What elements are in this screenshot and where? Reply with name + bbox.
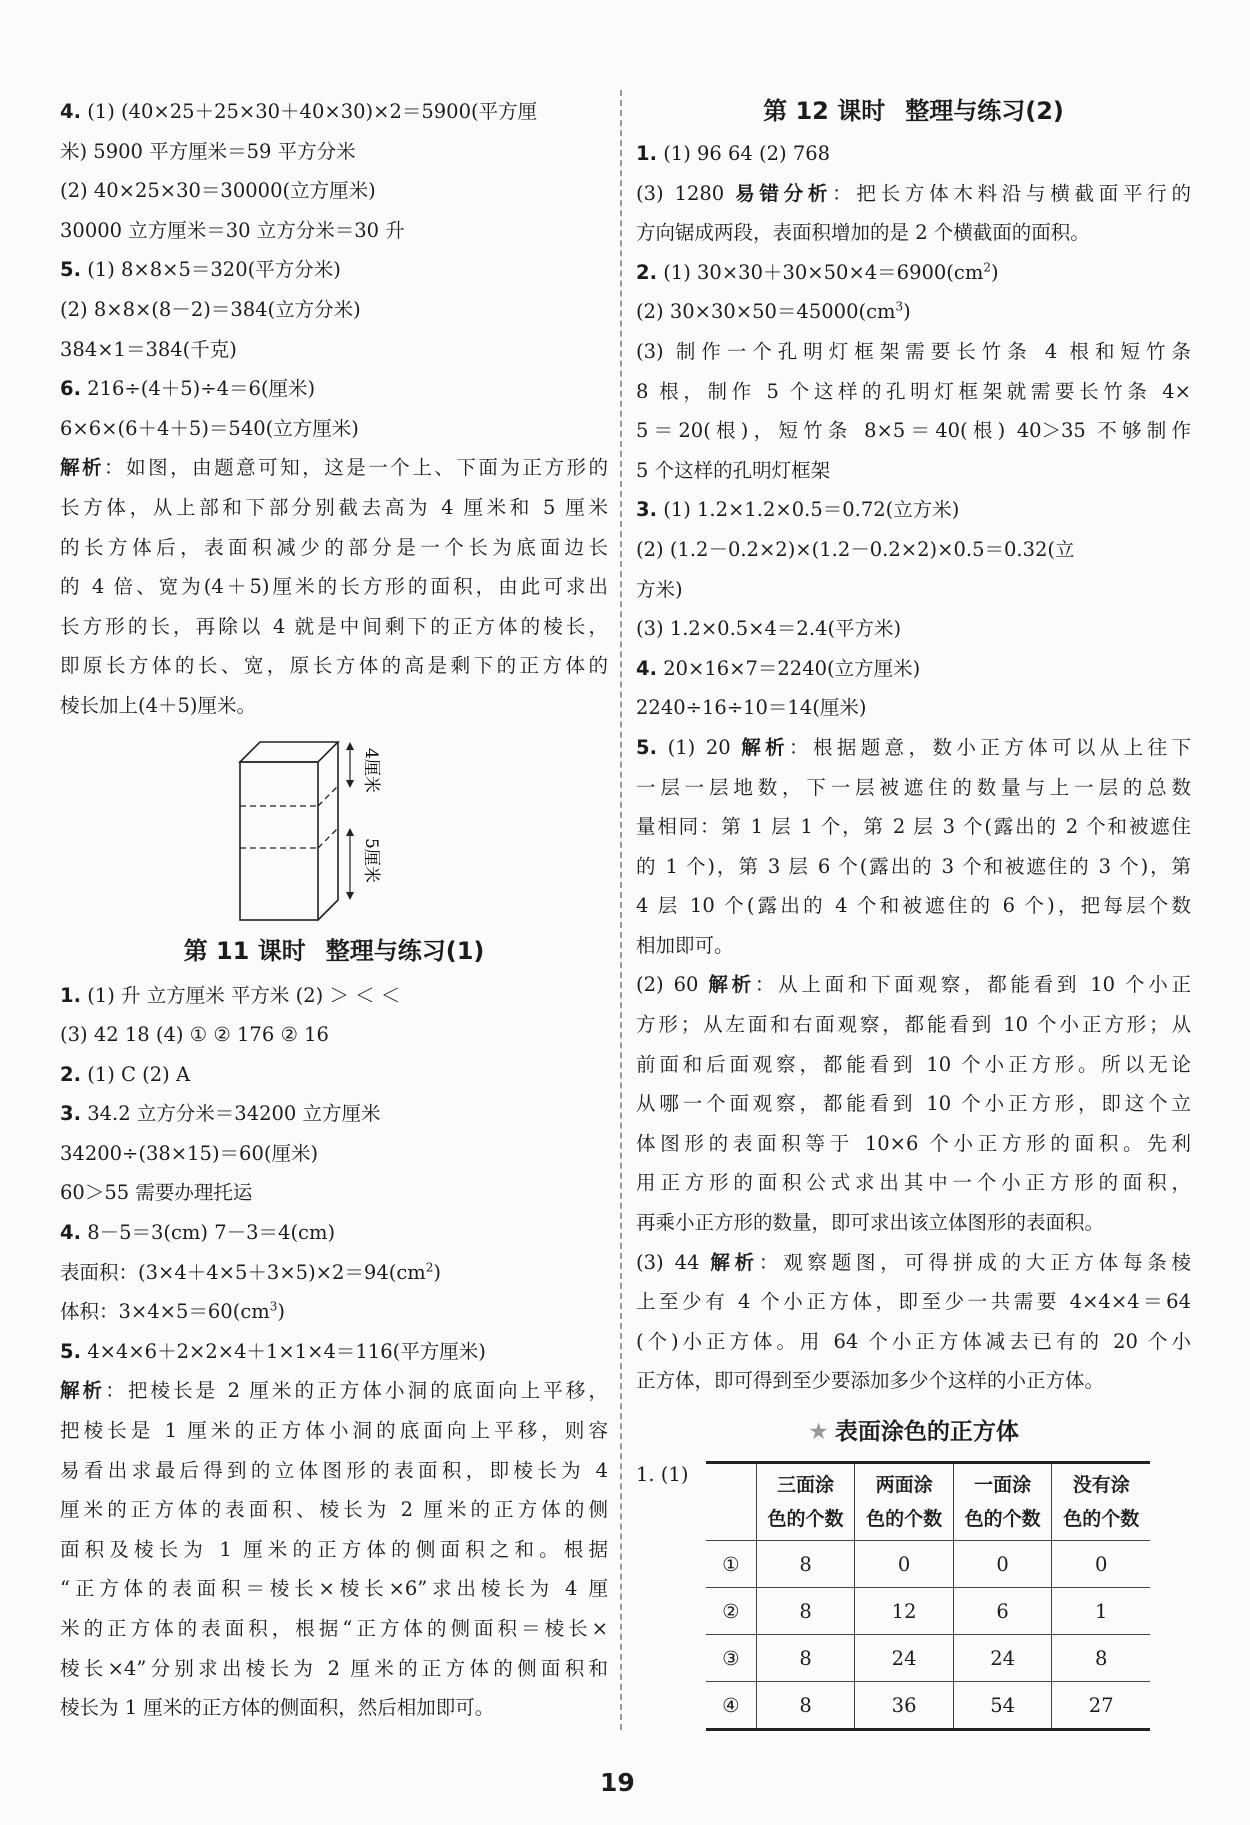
table-cell: ③ [706, 1635, 756, 1682]
text-line: 棱长×4”分别求出棱长为 2 厘米的正方体的侧面积和 [60, 1656, 608, 1680]
analysis-paragraph-2: 解析：把棱长是 2 厘米的正方体小洞的底面向上平移， [60, 1379, 608, 1403]
answer-r-q5a-lines [636, 768, 1191, 966]
table-cell: 24 [855, 1635, 954, 1682]
text-line: 方米) [636, 577, 683, 601]
bottom-dimension-label: 5厘米 [361, 837, 381, 883]
text-line: 易看出求最后得到的立体图形的表面积，即棱长为 4 [60, 1458, 608, 1482]
text-line: 棱长加上(4＋5)厘米。 [60, 693, 257, 717]
analysis-label: 解析 [741, 735, 790, 759]
table-cell: 0 [855, 1541, 954, 1588]
lesson-12-heading: 第 12 课时 整理与练习(2) [763, 97, 1064, 125]
question-number: 1. [60, 983, 81, 1007]
text-line: “正方体的表面积＝棱长×棱长×6”求出棱长为 4 厘 [60, 1577, 608, 1601]
question-number: 4. [60, 100, 81, 123]
answers-r-q3-q4 [636, 490, 1191, 728]
table-row [706, 1635, 1150, 1682]
question-number: 6. [60, 377, 81, 401]
answer-r-q1c: 方向锯成两段，表面积增加的是 2 个横截面的面积。 [636, 221, 1090, 245]
text-line: 2. (1) C (2) A [60, 1062, 191, 1086]
question-number: 3. [60, 1102, 81, 1126]
table-cell: ① [706, 1541, 756, 1588]
text-line: 正方体，即可得到至少要添加多少个这样的小正方体。 [636, 1369, 1105, 1393]
table-cell: 6 [953, 1588, 1052, 1635]
page-number: 19 [600, 1768, 635, 1797]
table-row [706, 1682, 1150, 1730]
answers-lesson-11 [60, 976, 608, 1253]
table-row [706, 1588, 1150, 1635]
text-line: 60＞55 需要办理托运 [60, 1181, 253, 1205]
text-line: (3) 1.2×0.5×4＝2.4(平方米) [636, 617, 902, 641]
table-cell: 8 [756, 1682, 855, 1730]
text-line: 的长方体后，表面积减少的部分是一个长为底面边长 [60, 535, 608, 559]
table-header-cell [706, 1463, 756, 1541]
star-icon: ★ [808, 1419, 829, 1445]
error-analysis-label: 易错分析 [735, 181, 833, 205]
text-line: 上至少有 4 个小正方体，即至少一共需要 4×4×4＝64 [636, 1290, 1191, 1314]
text-line: 体图形的表面积等于 10×6 个小正方形的面积。先利 [636, 1131, 1191, 1155]
text-line: 5. (1) 8×8×5＝320(平方分米) [60, 258, 341, 282]
answer-q5: 5. 4×4×6＋2×2×4＋1×1×4＝116(平方厘米) [60, 1339, 486, 1363]
section-heading: ★ 表面涂色的正方体 [808, 1419, 1019, 1445]
table-question-label: 1. (1) [636, 1463, 689, 1486]
text-line: 6×6×(6＋4＋5)＝540(立方厘米) [60, 416, 359, 440]
answer-r-q1a: 1. (1) 96 64 (2) 768 [636, 142, 831, 165]
table-cell: 27 [1052, 1682, 1150, 1730]
table-header-cell: 三面涂 色的个数 [756, 1463, 855, 1541]
table-cell: 24 [953, 1635, 1052, 1682]
text-line: 一层一层地数，下一层被遮住的数量与上一层的总数 [636, 775, 1191, 799]
question-number: 4. [60, 1221, 81, 1245]
text-line: 相加即可。 [636, 933, 734, 957]
text-line: 前面和后面观察，都能看到 10 个小正方形。所以无论 [636, 1052, 1191, 1076]
table-cell: 12 [855, 1588, 954, 1635]
text-line: 8 根，制作 5 个这样的孔明灯框架就需要长竹条 4× [636, 379, 1191, 403]
text-line: 5＝20(根)，短竹条 8×5＝40(根) 40＞35 不够制作 [636, 419, 1191, 443]
analysis-1-lines [60, 488, 608, 726]
text-line: 即原长方体的长、宽，原长方体的高是剩下的正方体的 [60, 654, 608, 678]
text-line: 米的正方体的表面积，根据“正方体的侧面积＝棱长× [60, 1617, 608, 1640]
answer-r-q2b: (2) $30\times 30\times 50=45000(cm^3)$ [636, 299, 911, 324]
lesson-11-heading: 第 11 课时 整理与练习(1) [183, 936, 485, 965]
text-line: (2) 40×25×30＝30000(立方厘米) [60, 179, 376, 203]
answer-r-q1b: (3) 1280 易错分析：把长方体木料沿与横截面平行的 [636, 181, 1191, 205]
text-line: 量相同：第 1 层 1 个，第 2 层 3 个(露出的 2 个和被遮住 [636, 815, 1191, 839]
question-number: 4. [636, 656, 657, 680]
text-line: (2) 8×8×(8－2)＝384(立方分米) [60, 297, 361, 321]
cuboid-front-face [240, 762, 318, 920]
table-cell: 36 [855, 1682, 954, 1730]
column-divider [620, 90, 622, 1730]
answer-r-q5b: (2) 60 解析：从上面和下面观察，都能看到 10 个小正 [636, 973, 1191, 997]
table-row [706, 1541, 1150, 1588]
table-cell: 8 [756, 1635, 855, 1682]
table-cell: 0 [1052, 1541, 1150, 1588]
top-dimension-label: 4厘米 [361, 747, 381, 793]
cuboid-figure [60, 726, 608, 926]
answer-r-q5c-lines [636, 1282, 1191, 1401]
table-cell: 0 [953, 1541, 1052, 1588]
text-line: 2240÷16÷10＝14(厘米) [636, 696, 867, 720]
answer-r-q5b-lines [636, 1005, 1191, 1243]
table-cell: 8 [756, 1541, 855, 1588]
text-line: 长方体，从上部和下部分别截去高为 4 厘米和 5 厘米 [60, 495, 608, 519]
text-line: (3) 制作一个孔明灯框架需要长竹条 4 根和短竹条 [636, 339, 1191, 363]
text-line: 的 4 倍、宽为(4＋5)厘米的长方形的面积，由此可求出 [60, 575, 608, 599]
analysis-label: 解析 [708, 973, 755, 997]
text-line: (3) 42 18 (4) ① ② 176 ② 16 [60, 1023, 329, 1047]
text-line: 面积及棱长为 1 厘米的正方体的侧面积之和。根据 [60, 1537, 608, 1561]
text-line: 4. 20×16×7＝2240(立方厘米) [636, 656, 921, 680]
text-line: 5 个这样的孔明灯框架 [636, 458, 831, 482]
cuboid-top-face [240, 742, 338, 762]
text-line: 4. 8－5＝3(cm) 7－3＝4(cm) [60, 1221, 336, 1245]
text-line: 用正方形的面积公式求出其中一个小正方形的面积， [636, 1171, 1191, 1195]
table-cell: 8 [756, 1588, 855, 1635]
answer-r-q2c [636, 332, 1191, 490]
text-line: 34200÷(38×15)＝60(厘米) [60, 1141, 319, 1165]
text-line: 的 1 个)，第 3 层 6 个(露出的 3 个和被遮住的 3 个)，第 [636, 854, 1191, 878]
text-line: 厘米的正方体的表面积、棱长为 2 厘米的正方体的侧 [60, 1498, 608, 1522]
table-cell: ② [706, 1588, 756, 1635]
text-line: 再乘小正方形的数量，即可求出该立体图形的表面积。 [636, 1211, 1105, 1235]
table-cell: 1 [1052, 1588, 1150, 1635]
text-line: 30000 立方厘米＝30 立方分米＝30 升 [60, 218, 405, 242]
answer-r-q5c: (3) 44 解析：观察题图，可得拼成的大正方体每条棱 [636, 1250, 1191, 1274]
analysis-label: 解析 [710, 1250, 759, 1274]
table-cell: ④ [706, 1682, 756, 1730]
text-line: 4 层 10 个(露出的 4 个和被遮住的 6 个)，把每层个数 [636, 894, 1191, 918]
cuboid-diagram [220, 726, 410, 926]
text-line: 从哪一个面观察，都能看到 10 个小正方形，即这个立 [636, 1092, 1191, 1116]
text-line: 6. 216÷(4＋5)÷4＝6(厘米) [60, 377, 316, 401]
text-line: 棱长为 1 厘米的正方体的侧面积，然后相加即可。 [60, 1696, 495, 1720]
answers-q4-q6 [60, 92, 608, 448]
left-column [60, 92, 608, 1728]
text-line: 3. 34.2 立方分米＝34200 立方厘米 [60, 1102, 381, 1126]
analysis-label: 解析 [60, 1379, 106, 1403]
table-header-cell: 两面涂 色的个数 [855, 1463, 954, 1541]
analysis-label: 解析 [60, 456, 105, 480]
text-line: (2) (1.2－0.2×2)×(1.2－0.2×2)×0.5＝0.32(立 [636, 537, 1075, 561]
table-cell: 54 [953, 1682, 1052, 1730]
volume-line: 体积：$3\times 4\times 5=60(cm^3)$ [60, 1299, 285, 1324]
question-number: 3. [636, 498, 657, 522]
answer-r-q5a: 5. (1) 20 解析：根据题意，数小正方体可以从上往下 [636, 735, 1191, 759]
text-line: 4. (1) (40×25＋25×30＋40×30)×2＝5900(平方厘 [60, 100, 538, 123]
answer-r-q2a: 2. (1) $30\times 30+30\times 50\times 4=6900(cm^2)$ [636, 260, 999, 284]
table-header-cell: 没有涂 色的个数 [1052, 1463, 1150, 1541]
question-number: 5. [60, 258, 81, 282]
text-line: 1. (1) 升 立方厘米 平方米 (2) ＞ ＜ ＜ [60, 983, 401, 1007]
question-number: 2. [60, 1062, 81, 1086]
text-line: 3. (1) 1.2×1.2×0.5＝0.72(立方米) [636, 498, 960, 522]
table-header-cell: 一面涂 色的个数 [953, 1463, 1052, 1541]
analysis-2-lines [60, 1411, 608, 1728]
text-line: 长方形的长，再除以 4 就是中间剩下的正方体的棱长， [60, 614, 608, 638]
analysis-paragraph-1: 解析：如图，由题意可知，这是一个上、下面为正方形的 [60, 456, 608, 480]
right-column [636, 86, 1191, 1731]
text-line: 米) 5900 平方厘米＝59 平方分米 [60, 139, 356, 163]
painted-cube-table-block [636, 1455, 1191, 1731]
text-line: (个)小正方体。用 64 个小正方体减去已有的 20 个小 [636, 1329, 1191, 1353]
text-line: 384×1＝384(千克) [60, 337, 237, 361]
painted-cube-table [706, 1461, 1150, 1731]
surface-area-line: 表面积：$(3\times 4+4\times 5+3\times 5)\times 2=94(cm^2)$ [60, 1260, 441, 1284]
text-line: 把棱长是 1 厘米的正方体小洞的底面向上平移，则容 [60, 1419, 608, 1443]
text-line: 方形；从左面和右面观察，都能看到 10 个小正方形；从 [636, 1013, 1191, 1037]
table-cell: 8 [1052, 1635, 1150, 1682]
